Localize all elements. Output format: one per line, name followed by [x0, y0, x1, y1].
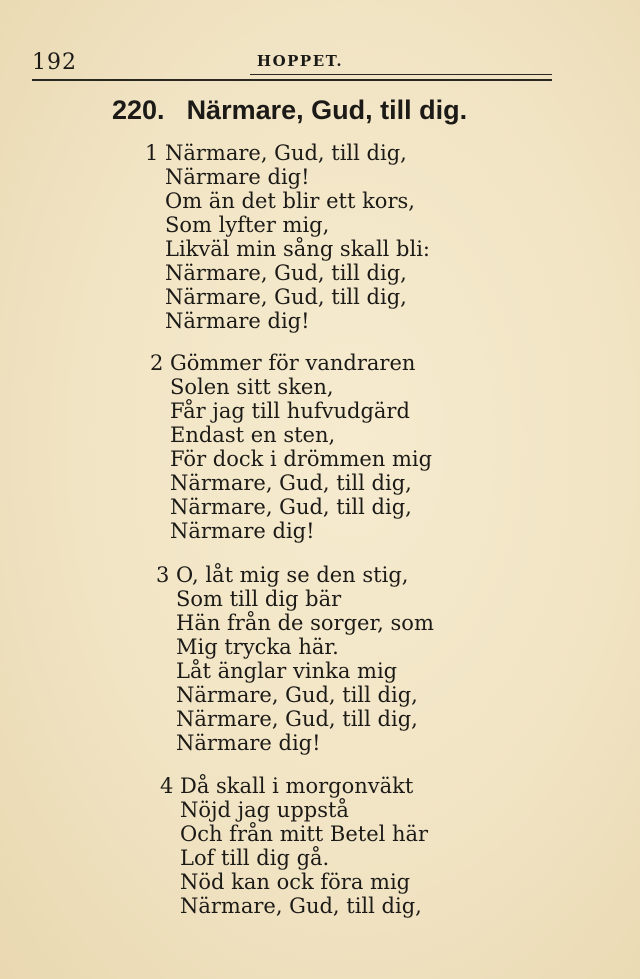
stanza-line: Närmare, Gud, till dig,: [165, 261, 407, 285]
stanza-line: Som lyfter mig,: [165, 213, 330, 237]
stanza-line: För dock i drömmen mig: [170, 447, 433, 471]
verse-number: 1: [145, 141, 159, 165]
stanza-line-text: O, låt mig se den stig,: [176, 563, 409, 587]
stanza-line: [150, 351, 432, 375]
hymn-heading: [112, 95, 467, 126]
stanza-line: Närmare dig!: [165, 309, 310, 333]
verse-number: 4: [160, 774, 174, 798]
stanza-line: Närmare, Gud, till dig,: [180, 894, 422, 918]
stanza-line: Likväl min sång skall bli:: [165, 237, 431, 261]
stanza-line: [156, 563, 434, 587]
stanza-line: Mig trycka här.: [176, 635, 339, 659]
stanza-line: Närmare, Gud, till dig,: [170, 495, 412, 519]
stanza-line-text: Gömmer för vandraren: [170, 351, 416, 375]
stanza-line: Närmare, Gud, till dig,: [176, 683, 418, 707]
stanza-line: [145, 141, 430, 165]
stanza-line: Får jag till hufvudgärd: [170, 399, 410, 423]
stanza-line: Nöjd jag uppstå: [180, 798, 349, 822]
stanza-line-text: Då skall i morgonväkt: [180, 774, 414, 798]
stanza-line: Närmare, Gud, till dig,: [176, 707, 418, 731]
header-rule-upper: [250, 74, 552, 75]
stanza-line: Låt änglar vinka mig: [176, 659, 398, 683]
stanza-line-text: Närmare, Gud, till dig,: [165, 141, 407, 165]
stanza-line: Solen sitt sken,: [170, 375, 334, 399]
stanza-line: Närmare dig!: [170, 519, 315, 543]
stanza-line: Endast en sten,: [170, 423, 336, 447]
verse-number: 2: [150, 351, 164, 375]
hymn-number: 220.: [112, 95, 165, 125]
header-rule: [32, 79, 552, 81]
stanza-line: Och från mitt Betel här: [180, 822, 429, 846]
stanza: [156, 563, 434, 755]
hymn-title: Närmare, Gud, till dig.: [186, 95, 468, 125]
stanza-line: Nöd kan ock föra mig: [180, 870, 411, 894]
stanza-line: Om än det blir ett kors,: [165, 189, 415, 213]
running-head: HOPPET.: [256, 52, 344, 70]
stanza-line: Lof till dig gå.: [180, 846, 330, 870]
stanza: [160, 774, 428, 918]
stanza-line: Hän från de sorger, som: [176, 611, 434, 635]
stanza-line: Närmare dig!: [165, 165, 310, 189]
stanza-line: Närmare, Gud, till dig,: [165, 285, 407, 309]
stanza-line: Närmare, Gud, till dig,: [170, 471, 412, 495]
stanza-line: Närmare dig!: [176, 731, 321, 755]
verse-number: 3: [156, 563, 170, 587]
stanza: [150, 351, 432, 543]
stanza-line: [160, 774, 428, 798]
stanza-line: Som till dig bär: [176, 587, 342, 611]
stanza: [145, 141, 430, 333]
page-number: 192: [32, 50, 77, 75]
